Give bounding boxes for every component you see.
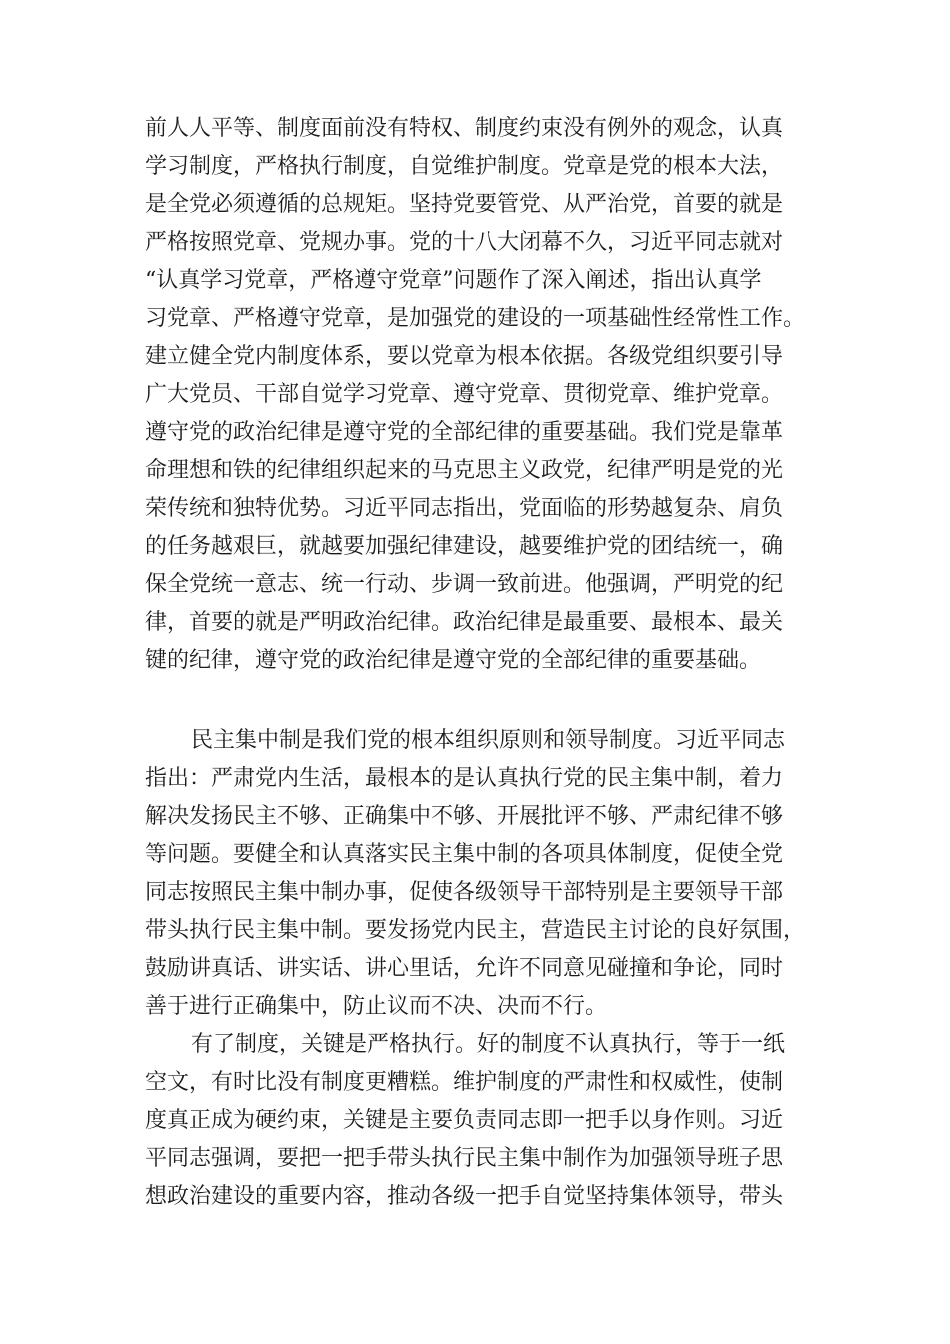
text-line: 民主集中制是我们党的根本组织原则和领导制度。习近平同志 bbox=[191, 728, 786, 753]
text-line: 荣传统和独特优势。习近平同志指出，党面临的形势越复杂、肩负 bbox=[145, 496, 784, 521]
text-line: 严格按照党章、党规办事。党的十八大闭幕不久，习近平同志就对 bbox=[145, 230, 784, 255]
text-line: 想政治建设的重要内容，推动各级一把手自觉坚持集体领导，带头 bbox=[145, 1184, 784, 1209]
text-line: 保全党统一意志、统一行动、步调一致前进。他强调，严明党的纪 bbox=[145, 572, 784, 597]
text-line: 习党章、严格遵守党章，是加强党的建设的一项基础性经常性工作。 bbox=[145, 306, 806, 331]
text-line: 指出：严肃党内生活，最根本的是认真执行党的民主集中制，着力 bbox=[145, 766, 784, 791]
text-line: 等问题。要健全和认真落实民主集中制的各项具体制度，促使全党 bbox=[145, 842, 784, 867]
text-line: 空文，有时比没有制度更糟糕。维护制度的严肃性和权威性，使制 bbox=[145, 1070, 784, 1095]
text-line: 有了制度，关键是严格执行。好的制度不认真执行，等于一纸 bbox=[191, 1032, 786, 1057]
text-line: 命理想和铁的纪律组织起来的马克思主义政党，纪律严明是党的光 bbox=[145, 458, 784, 483]
text-line: 学习制度，严格执行制度，自觉维护制度。党章是党的根本大法， bbox=[145, 154, 784, 179]
text-line: 键的纪律，遵守党的政治纪律是遵守党的全部纪律的重要基础。 bbox=[145, 648, 762, 673]
text-line: 同志按照民主集中制办事，促使各级领导干部特别是主要领导干部 bbox=[145, 880, 784, 905]
text-line: 鼓励讲真话、讲实话、讲心里话，允许不同意见碰撞和争论，同时 bbox=[145, 956, 784, 981]
text-line: “认真学习党章，严格遵守党章”问题作了深入阐述，指出认真学 bbox=[145, 268, 762, 293]
text-line: 平同志强调，要把一把手带头执行民主集中制作为加强领导班子思 bbox=[145, 1146, 784, 1171]
text-line: 律，首要的就是严明政治纪律。政治纪律是最重要、最根本、最关 bbox=[145, 610, 784, 635]
text-line: 建立健全党内制度体系，要以党章为根本依据。各级党组织要引导 bbox=[145, 344, 784, 369]
text-line: 是全党必须遵循的总规矩。坚持党要管党、从严治党，首要的就是 bbox=[145, 192, 784, 217]
text-line: 带头执行民主集中制。要发扬党内民主，营造民主讨论的良好氛围， bbox=[145, 918, 806, 943]
text-line: 善于进行正确集中，防止议而不决、决而不行。 bbox=[145, 994, 608, 1019]
text-line: 遵守党的政治纪律是遵守党的全部纪律的重要基础。我们党是靠革 bbox=[145, 420, 784, 445]
text-line: 前人人平等、制度面前没有特权、制度约束没有例外的观念，认真 bbox=[145, 116, 784, 141]
text-line: 的任务越艰巨，就越要加强纪律建设，越要维护党的团结统一，确 bbox=[145, 534, 784, 559]
text-line: 解决发扬民主不够、正确集中不够、开展批评不够、严肃纪律不够 bbox=[145, 804, 784, 829]
text-line: 度真正成为硬约束，关键是主要负责同志即一把手以身作则。习近 bbox=[145, 1108, 784, 1133]
text-line: 广大党员、干部自觉学习党章、遵守党章、贯彻党章、维护党章。 bbox=[145, 382, 784, 407]
